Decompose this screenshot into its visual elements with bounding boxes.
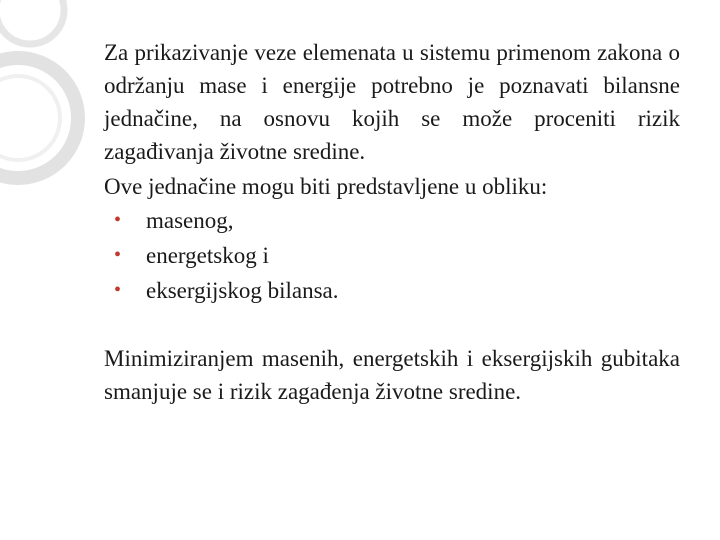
paragraph-list-intro: Ove jednačine mogu biti predstavljene u obliku: [104,174,548,199]
spacer [104,308,680,342]
bullet-icon: • [114,279,122,301]
list-item-text: eksergijskog bilansa. [146,278,339,303]
bullet-icon: • [114,244,122,266]
decorative-rings [0,0,120,220]
list-item [104,238,680,273]
list-item-text: masenog, [146,208,234,233]
paragraph-conclusion: Minimiziranjem masenih, energetskih i eksergijskih gubitaka smanjuje se i rizik zagađenja životne sredine. [104,346,680,404]
list-item [104,203,680,238]
list-item-text: energetskog i [146,243,269,268]
ring-inner [0,76,60,160]
ring-small [0,0,64,44]
list-item [104,273,680,308]
paragraph-intro: Za prikazivanje veze elemenata u sistemu primenom zakona o održanju mase i energije potrebno je poznavati bilansne jednačine, na osnovu kojih se može proceniti rizik zagađivanja životne sredine. [104,40,680,164]
slide-body [104,36,680,408]
bullet-list [104,203,680,308]
bullet-icon: • [114,209,122,231]
